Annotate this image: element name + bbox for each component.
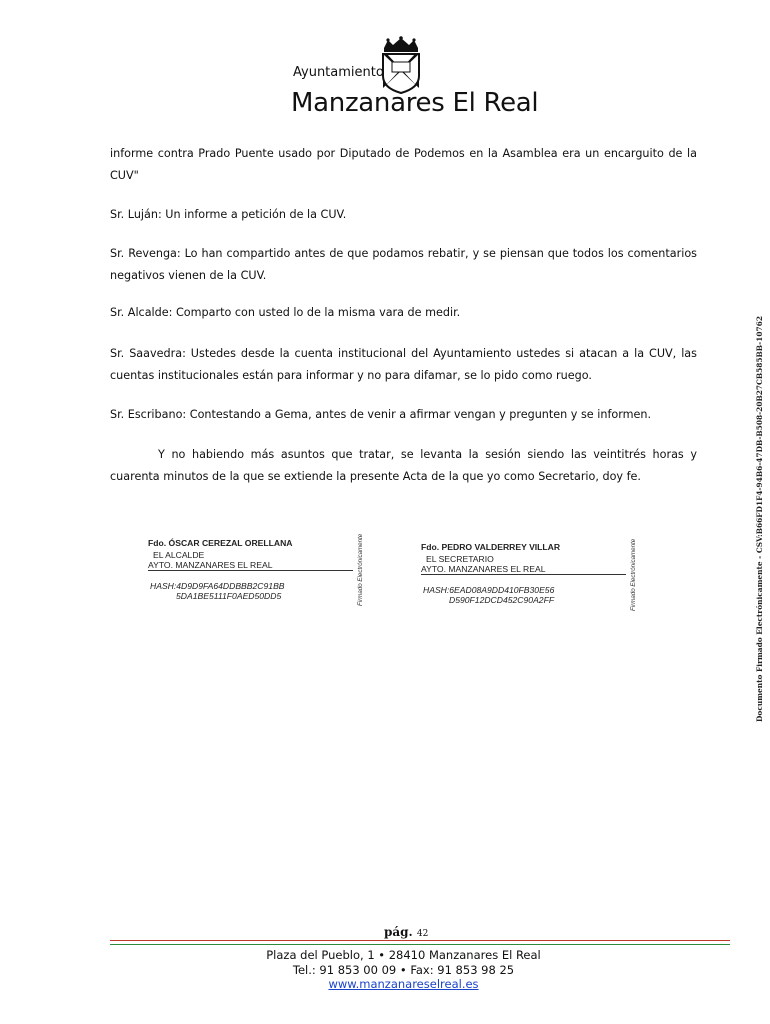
signer-role: EL ALCALDE xyxy=(153,550,205,560)
paragraph-continuation: informe contra Prado Puente usado por Diputado de Podemos en la Asamblea era un encarguito de la CUV" xyxy=(110,147,697,182)
ayuntamiento-label: Ayuntamiento xyxy=(293,65,384,80)
paragraph-alcalde: Sr. Alcalde: Comparto con usted lo de la misma vara de medir. xyxy=(110,306,461,319)
footer-divider-green xyxy=(110,944,730,945)
paragraph-revenga: Sr. Revenga: Lo han compartido antes de que podamos rebatir, y se piensan que todos los comentarios negativos vienen de la CUV. xyxy=(110,247,697,282)
footer-address: Plaza del Pueblo, 1 • 28410 Manzanares El Real xyxy=(266,948,541,962)
signed-electronically-label: Firmado Electrónicamente xyxy=(630,538,637,611)
paragraph-lujan: Sr. Luján: Un informe a petición de la CUV. xyxy=(110,208,347,221)
signature-alcalde xyxy=(148,538,353,601)
footer-website-row xyxy=(110,977,697,991)
signer-name: Fdo. ÓSCAR CEREZAL ORELLANA xyxy=(148,538,293,548)
signature-secretario xyxy=(421,542,626,605)
paragraph-saavedra: Sr. Saavedra: Ustedes desde la cuenta institucional del Ayuntamiento ustedes si atacan a la CUV, las cuentas institucionales están para informar y no para difamar, se lo pido como ruego. xyxy=(110,347,697,382)
footer-phones: Tel.: 91 853 00 09 • Fax: 91 853 98 25 xyxy=(292,963,515,977)
signature-hash-1: HASH:4D9D9FA64DDBBB2C91BB xyxy=(150,581,285,591)
signature-hash-2: D590F12DCD452C90A2FF xyxy=(449,595,555,605)
paragraph-closing: Y no habiendo más asuntos que tratar, se levanta la sesión siendo las veintitrés horas y cuarenta minutos de la que se extiende la presente Acta de la que yo como Secretario, doy fe. xyxy=(110,448,697,483)
footer-divider-red xyxy=(110,940,730,941)
paragraph-escribano: Sr. Escribano: Contestando a Gema, antes de venir a afirmar vengan y pregunten y se informen. xyxy=(110,408,652,421)
signer-name: Fdo. PEDRO VALDERREY VILLAR xyxy=(421,542,561,552)
website-link[interactable]: www.manzanareselreal.es xyxy=(328,977,479,991)
signature-hash-2: 5DA1BE5111F0AED50DD5 xyxy=(176,591,282,601)
csv-side-stamp: Documento Firmado Electrónicamente - CSV:B66FD1F4-94B6-47DB-B508-20B27CB585BB-10762 xyxy=(755,316,764,722)
signer-org: AYTO. MANZANARES EL REAL xyxy=(421,564,626,575)
municipal-coat-of-arms-icon xyxy=(378,36,424,94)
municipality-title: Manzanares El Real xyxy=(291,88,539,118)
page-label: pág. xyxy=(384,925,413,939)
signer-role: EL SECRETARIO xyxy=(426,554,494,564)
page-number-value: 42 xyxy=(416,929,429,939)
page-header xyxy=(0,0,770,125)
signature-hash-1: HASH:6EAD08A9DD410FB30E56 xyxy=(423,585,555,595)
signer-org: AYTO. MANZANARES EL REAL xyxy=(148,560,353,571)
page-number xyxy=(384,925,428,939)
signed-electronically-label: Firmado Electrónicamente xyxy=(357,533,364,606)
